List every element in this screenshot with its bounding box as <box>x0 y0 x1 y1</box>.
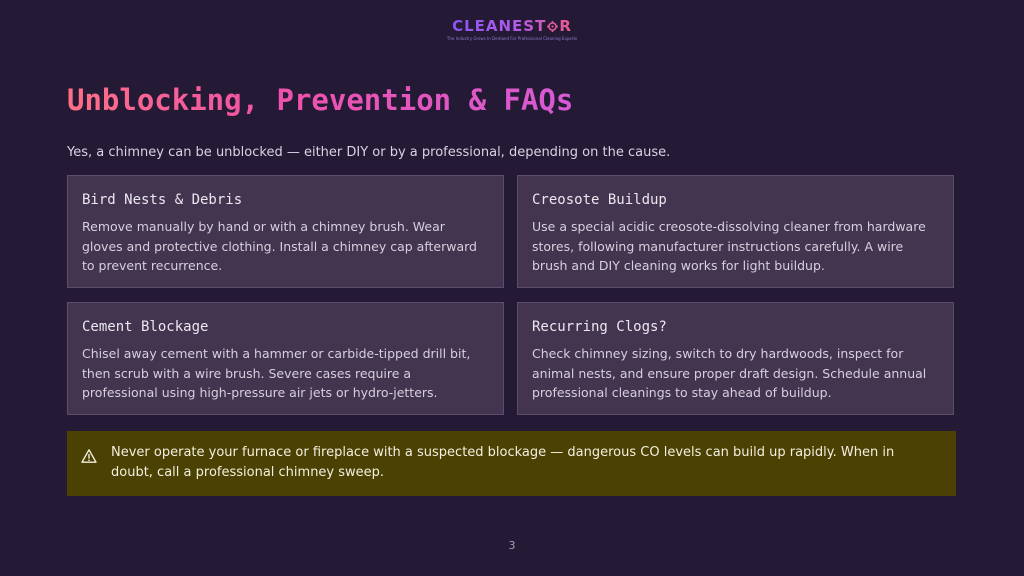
card-title: Bird Nests & Debris <box>82 192 243 208</box>
gear-icon <box>547 21 558 32</box>
card-creosote <box>517 175 954 288</box>
card-recurring-clogs <box>517 302 954 415</box>
warning-callout <box>67 431 956 496</box>
card-text: Remove manually by hand or with a chimney brush. Wear gloves and protective clothing. Install a chimney cap afterward to prevent recurrence. <box>82 219 477 273</box>
intro-text: Yes, a chimney can be unblocked — either DIY or by a professional, depending on the cause. <box>67 145 671 160</box>
card-text: Chisel away cement with a hammer or carbide-tipped drill bit, then scrub with a wire brush. Severe cases require a professional using high-pressure air jets or hydro-jetters. <box>82 346 471 400</box>
card-text: Use a special acidic creosote-dissolving cleaner from hardware stores, following manufacturer instructions carefully. A wire brush and DIY cleaning works for light buildup. <box>532 219 926 273</box>
card-title: Recurring Clogs? <box>532 319 667 335</box>
card-title: Creosote Buildup <box>532 192 667 208</box>
card-title: Cement Blockage <box>82 319 209 335</box>
warning-text: Never operate your furnace or fireplace with a suspected blockage — dangerous CO levels can build up rapidly. When in doubt, call a professional chimney sweep. <box>111 445 895 480</box>
card-bird-nests <box>67 175 504 288</box>
page-title: Unblocking, Prevention & FAQs <box>67 80 573 120</box>
warning-triangle-icon <box>81 448 97 464</box>
brand-name-end: R <box>559 17 572 35</box>
card-text: Check chimney sizing, switch to dry hardwoods, inspect for animal nests, and ensure proper draft design. Schedule annual professional cleanings to stay ahead of buildup. <box>532 346 927 400</box>
brand-tagline: The Industry Grows In Demand For Professional Cleaning Experts <box>446 36 578 41</box>
brand-name-start: CLEANEST <box>452 17 547 35</box>
brand-wordmark <box>452 17 572 35</box>
brand-logo <box>0 16 1024 41</box>
page-number: 3 <box>508 539 516 552</box>
card-cement <box>67 302 504 415</box>
